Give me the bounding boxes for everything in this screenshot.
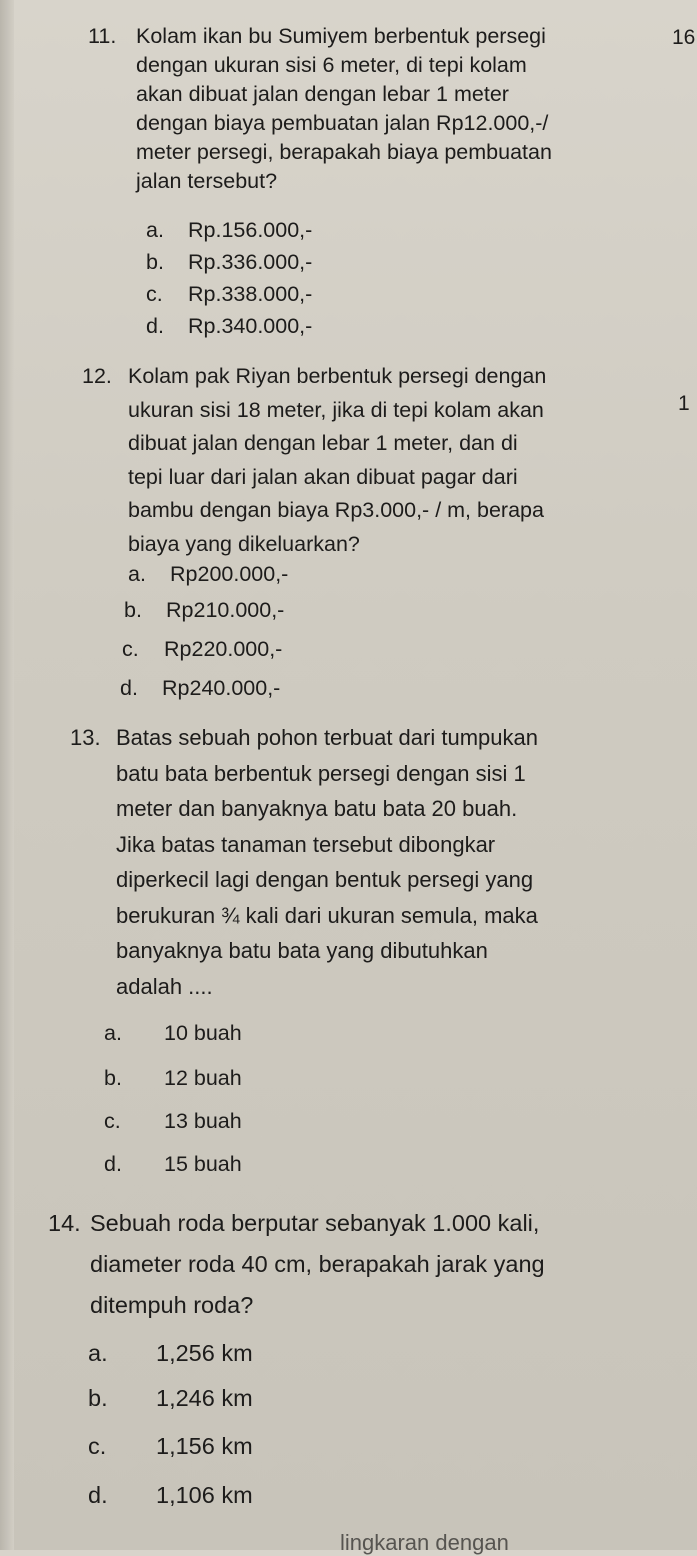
option-12c[interactable]: c. Rp220.000,- [122, 637, 283, 661]
question-line: adalah .... [116, 973, 213, 999]
option-14c[interactable]: c. 1,156 km [88, 1433, 253, 1459]
option-14b[interactable]: b. 1,246 km [88, 1385, 253, 1411]
option-12a[interactable]: a. Rp200.000,- [128, 562, 289, 586]
margin-number: 16 [672, 26, 696, 49]
question-line: batu bata berbentuk persegi dengan sisi 1 [116, 760, 526, 786]
option-11b[interactable]: b. Rp.336.000,- [146, 250, 313, 274]
question-line: meter dan banyaknya batu bata 20 buah. [116, 796, 518, 821]
question-line: biaya yang dikeluarkan? [128, 531, 360, 556]
question-line: berukuran ¾ kali dari ukuran semula, maka [116, 902, 538, 928]
option-13b[interactable]: b. 12 buah [104, 1066, 242, 1090]
option-11d[interactable]: d. Rp.340.000,- [146, 314, 313, 338]
question-line: Sebuah roda berputar sebanyak 1.000 kali, [90, 1210, 540, 1236]
question-line: dibuat jalan dengan lebar 1 meter, dan di [128, 431, 518, 455]
question-number: 11. [88, 24, 117, 48]
question-line: jalan tersebut? [136, 169, 278, 193]
option-12d[interactable]: d. Rp240.000,- [120, 676, 281, 700]
margin-number: 1 [678, 392, 690, 415]
question-line: Kolam pak Riyan berbentuk persegi dengan [128, 364, 547, 388]
option-11c[interactable]: c. Rp.338.000,- [146, 282, 313, 306]
question-line: Batas sebuah pohon terbuat dari tumpukan [116, 725, 538, 750]
option-12b[interactable]: b. Rp210.000,- [124, 598, 285, 622]
option-13c[interactable]: c. 13 buah [104, 1109, 242, 1133]
question-number: 14. [48, 1210, 81, 1236]
question-line: ukuran sisi 18 meter, jika di tepi kolam akan [128, 397, 544, 422]
option-14a[interactable]: a. 1,256 km [88, 1340, 253, 1366]
question-line: dengan ukuran sisi 6 meter, di tepi kolam [136, 53, 527, 77]
question-number: 13. [70, 725, 101, 750]
question-number: 12. [82, 364, 112, 388]
question-line: banyaknya batu bata yang dibutuhkan [116, 938, 488, 963]
option-13a[interactable]: a. 10 buah [104, 1021, 242, 1045]
cut-off-footer-text: lingkaran dengan [340, 1530, 509, 1555]
option-13d[interactable]: d. 15 buah [104, 1152, 242, 1176]
question-line: diperkecil lagi dengan bentuk persegi yang [116, 867, 534, 892]
book-spine [0, 0, 14, 1550]
question-line: meter persegi, berapakah biaya pembuatan [136, 140, 552, 164]
question-line: tepi luar dari jalan akan dibuat pagar dari [128, 464, 518, 489]
question-line: Kolam ikan bu Sumiyem berbentuk persegi [136, 24, 546, 48]
question-line: akan dibuat jalan dengan lebar 1 meter [136, 82, 509, 106]
option-14d[interactable]: d. 1,106 km [88, 1482, 253, 1508]
question-line: bambu dengan biaya Rp3.000,- / m, berapa [128, 498, 544, 522]
question-line: ditempuh roda? [90, 1292, 254, 1318]
option-11a[interactable]: a. Rp.156.000,- [146, 218, 313, 242]
question-line: diameter roda 40 cm, berapakah jarak yang [90, 1251, 545, 1277]
question-line: dengan biaya pembuatan jalan Rp12.000,-/ [136, 111, 549, 135]
question-line: Jika batas tanaman tersebut dibongkar [116, 831, 496, 857]
